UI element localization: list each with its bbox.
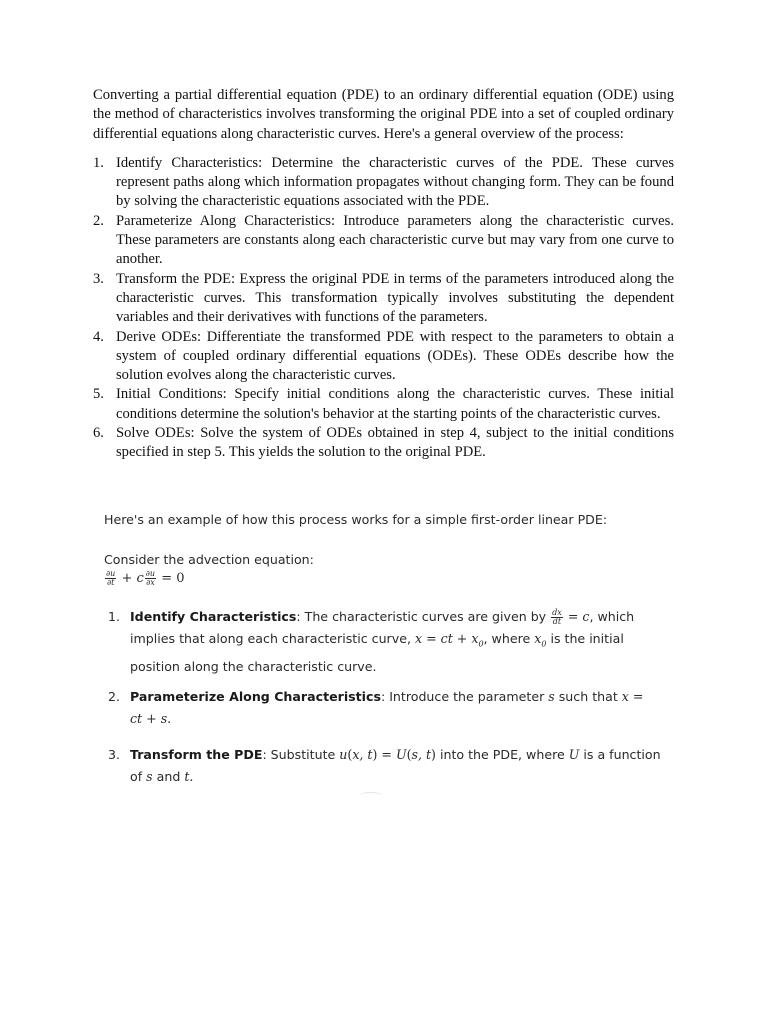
item-text: : The characteristic curves are given by [296,609,547,624]
list-item [93,270,674,328]
typed-text-block [93,86,674,463]
list-number: 6. [93,425,104,442]
item-text: : Substitute [262,747,336,762]
list-item [93,212,674,270]
item-title: Transform the PDE [130,747,263,762]
list-text: Initial Conditions: Specify initial conditions along the characteristic curves. These initial conditions determine the solution's behavior at the starting points of the characteristic curves. [116,386,674,422]
math-dx-dt: $\frac{dx}{dt}$ = c [552,608,590,626]
list-item [93,328,674,386]
list-number: 5. [93,386,104,403]
list-text: Parameterize Along Characteristics: Introduce parameters along the characteristic curves. These parameters are constants along each characteristic curve but may vary from one curve to another. [116,212,674,268]
item-title: Identify Characteristics [130,609,297,624]
math-x-equals: x = ct + s. [130,689,644,726]
item-text: is a function of [130,747,661,784]
math-s: s [548,689,555,704]
list-item [93,424,674,463]
item-text: such that [558,689,618,704]
fraction-du-dx: $\frac{\partial u}{\partial x}$ [145,569,156,587]
list-text: Transform the PDE: Express the original PDE in terms of the parameters introduced along the characteristic curves. This transformation typically involves substituting the dependent variables and their derivatives with functions of the parameters. [116,270,674,326]
item-title: Parameterize Along Characteristics [130,689,381,704]
item-number: 1. [108,609,121,624]
math-characteristic: x = ct + $x_0$ [414,631,484,649]
math-x0: $x_0$ [534,631,547,649]
consider-line: Consider the advection equation: [104,552,314,567]
list-number: 3. [93,270,104,287]
math-U: U [568,747,580,762]
math-s: s [146,769,153,784]
intro-paragraph: Converting a partial differential equation (PDE) to an ordinary differential equation (ODE) using the method of characteristics involves transforming the original PDE into a set of coupled ordinary differential equations along characteristic curves. Here's a general overview of the process: [93,87,674,142]
item-text: , where [483,631,531,646]
advection-equation: $\frac{\partial u}{\partial t}$ + c $\frac{\partial u}{\partial x}$ = 0 [106,569,185,587]
list-item [93,385,674,424]
item-number: 3. [108,747,121,762]
scroll-indicator [360,792,382,799]
steps-list [93,154,674,463]
list-text: Identify Characteristics: Determine the characteristic curves of the PDE. These curves represent paths along which information propagates without changing form. They can be found by solving the characteristic equations associated with the PDE. [116,154,674,210]
item-text: and [156,769,181,784]
item-number: 2. [108,689,121,704]
item-text: is the initial position along the characteristic curve. [130,631,624,674]
item-text: , which implies that along each characteristic curve, [130,609,635,646]
list-item [93,154,674,212]
example-intro: Here's an example of how this process works for a simple first-order linear PDE: [104,512,608,527]
item-text: into the PDE, where [439,747,565,762]
example-item-2 [108,686,674,730]
example-item-1 [108,606,674,678]
item-text: : Introduce the parameter [380,689,545,704]
math-t: t. [184,769,194,784]
example-item-3 [108,744,674,788]
math-substitution: u(x, t) = U(s, t) [339,747,436,762]
list-text: Derive ODEs: Differentiate the transformed PDE with respect to the parameters to obtain a system of coupled ordinary differential equations (ODEs). These ODEs describe how the solution evolves along the characteristic curves. [116,328,674,384]
list-number: 4. [93,328,104,345]
list-text: Solve ODEs: Solve the system of ODEs obtained in step 4, subject to the initial conditions specified in step 5. This yields the solution to the original PDE. [116,425,674,461]
list-number: 2. [93,212,104,229]
fraction-du-dt: $\frac{\partial u}{\partial t}$ [106,569,116,587]
list-number: 1. [93,154,104,171]
